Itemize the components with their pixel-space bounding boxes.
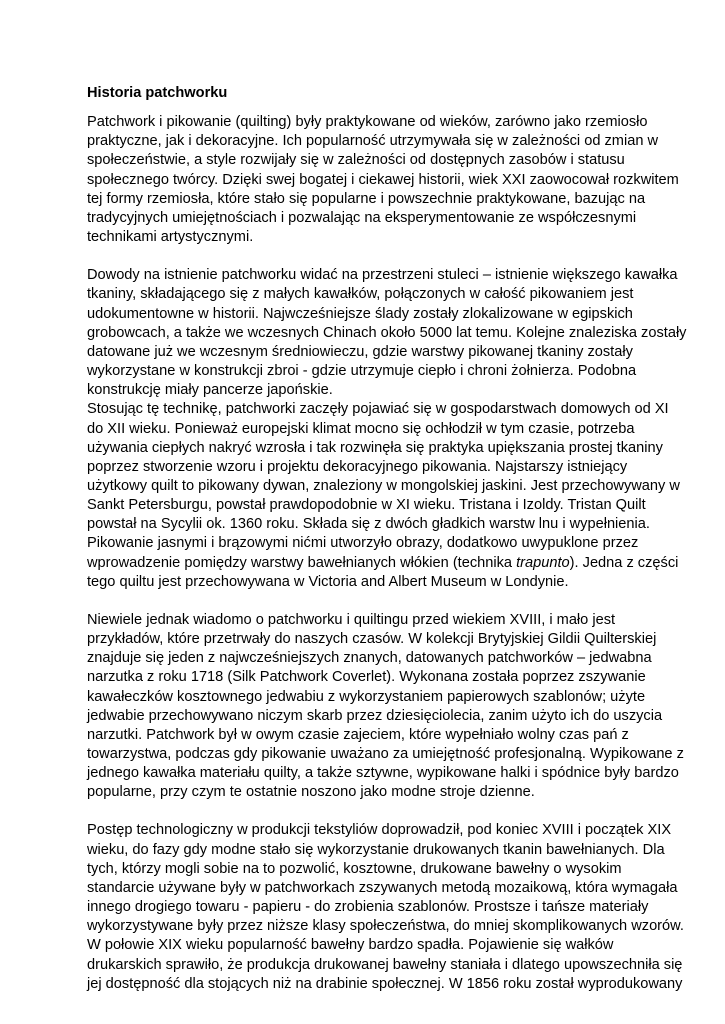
paragraph-3	[87, 611, 684, 803]
text-line: towarzystwa, podczas gdy pikowanie uważano za umiejętność profesjonalną. Wypikowane z	[87, 746, 684, 762]
text-line-mixed	[87, 554, 679, 573]
text-line: do XII wieku. Ponieważ europejski klimat mocno się ochłodził w tym czasie, potrzeba	[87, 420, 635, 437]
text-line: technikami artystycznymi.	[87, 229, 254, 246]
text-line: udokumentowne w historii. Najwcześniejsze ślady zostały zlokalizowane w egipskich	[87, 305, 633, 322]
text-line: używania ciepłych nakryć wzrosła i tak rozwinęła się praktyka upiększania prostej tkaniny	[87, 439, 663, 456]
text-line: społeczeństwie, a style rozwijały się w zależności od dostępnych zasobów i statusu	[87, 152, 625, 169]
text-line: tradycyjnych umiejętnościach i pozwalając na eksperymentowanie ze współczesnymi	[87, 209, 637, 226]
text-line: konstrukcję miały pancerze japońskie.	[87, 382, 333, 399]
text-line: przykładów, które przetrwały do naszych czasów. W kolekcji Brytyjskiej Gildii Quilterskiej	[87, 631, 657, 648]
text-line: tej formy rzemiosła, które stało się popularne i powszechnie praktykowane, bazując na	[87, 190, 646, 207]
text-segment: wprowadzenie pomiędzy warstwy bawełnianych włókien (technika	[87, 554, 517, 571]
italic-term: trapunto	[516, 554, 570, 571]
text-line: Pikowanie jasnymi i brązowymi nićmi utworzyło obrazy, dodatkowo uwypuklone przez	[87, 535, 639, 552]
text-line: wykorzystywane były przez niższe klasy społeczeństwa, do mniej skomplikowanych wzorów.	[87, 918, 684, 935]
paragraph-gap	[87, 247, 647, 266]
text-line: Patchwork i pikowanie (quilting) były praktykowane od wieków, zarówno jako rzemiosło	[87, 114, 648, 131]
text-line: innego drogiego towaru - papieru - do zrobienia szablonów. Prostsze i tańsze materiały	[87, 899, 649, 916]
text-line: wieku, do fazy gdy modne stało się wykorzystanie drukowanych tkanin bawełnianych. Dla	[87, 841, 665, 858]
text-line: popularne, przy czym te ostatnie noszono jako modne stroje dzienne.	[87, 784, 535, 801]
text-line: jednego kawałka materiału quilty, a także sztywne, wypikowane halki i spódnice były bardzo	[87, 765, 679, 782]
text-line: Niewiele jednak wiadomo o patchworku i quiltingu przed wiekiem XVIII, i mało jest	[87, 611, 616, 628]
text-line: grobowcach, a także we wczesnych Chinach około 5000 lat temu. Kolejne znaleziska zostały	[87, 324, 687, 341]
text-line: Postęp technologiczny w produkcji tekstyliów doprowadził, pod koniec XVIII i początek XIX	[87, 822, 672, 839]
paragraph-4	[87, 821, 684, 993]
text-line: jedwabie przechowywano niczym skarb przez dziesięciolecia, zanim użyto ich do uszycia	[87, 707, 663, 724]
text-line: drukarskich sprawiło, że produkcja drukowanej bawełny staniała i dlatego upowszechniła się	[87, 956, 683, 973]
text-line: wykorzystane w konstrukcji zbroi - gdzie utrzymuje ciepło i chroni żołnierza. Podobna	[87, 363, 637, 380]
document-body	[87, 84, 687, 994]
text-line: kawałeczków kosztownego jedwabiu z wykorzystaniem papierowych szablonów; użyte	[87, 688, 646, 705]
text-line: Dowody na istnienie patchworku widać na przestrzeni stuleci – istnienie większego kawałka	[87, 267, 678, 284]
text-line: społecznego twórcy. Dzięki swej bogatej i ciekawej historii, wiek XXI zaowocował rozkwitem	[87, 171, 679, 188]
text-line: narzutki. Patchwork był w owym czasie zajeciem, które wypełniało wolny czas pań z	[87, 726, 629, 743]
text-line: datowane już we wczesnym średniowieczu, gdzie warstwy pikowanej tkaniny zostały	[87, 343, 633, 360]
text-line: standarcie używane były w patchworkach zszywanych metodą mozaikową, która wymagała	[87, 879, 678, 896]
document-title: Historia patchworku	[87, 85, 228, 101]
text-line: narzutka z roku 1718 (Silk Patchwork Coverlet). Wykonana została poprzez zszywanie	[87, 669, 646, 686]
text-line: tkaniny, składającego się z małych kawałków, połączonych w całość pikowaniem jest	[87, 286, 634, 303]
text-line: Stosując tę technikę, patchworki zaczęły pojawiać się w gospodarstwach domowych od XI	[87, 401, 669, 418]
text-line: tego quiltu jest przechowywana w Victoria and Albert Museum w Londynie.	[87, 573, 569, 590]
text-line: użytkowy quilt to pikowany dywan, znaleziony w mongolskiej jaskini. Jest przechowywany w	[87, 477, 680, 494]
paragraph-gap	[87, 592, 647, 611]
text-line: W połowie XIX wieku popularność bawełny bardzo spadła. Pojawienie się wałków	[87, 937, 614, 954]
text-line: praktyczne, jak i dekoracyjne. Ich popularność utrzymywała się w zależności od zmian w	[87, 133, 659, 150]
text-line: tych, którzy mogli sobie na to pozwolić, kosztowne, drukowane bawełny o wysokim	[87, 860, 622, 877]
paragraph-1	[87, 113, 679, 247]
paragraph-2	[87, 266, 687, 592]
text-line: powstał na Sycylii ok. 1360 roku. Składa się z dwóch gładkich warstw lnu i wypełnienia.	[87, 516, 650, 533]
text-line: znajduje się jeden z najwcześniejszych znanych, datowanych patchworków – jedwabna	[87, 650, 652, 667]
text-segment: ). Jedna z części	[569, 554, 679, 571]
paragraph-gap	[87, 802, 647, 821]
text-line: poprzez stworzenie wzoru i projektu dekoracyjnego pikowania. Najstarszy istniejący	[87, 458, 628, 475]
text-line: Sankt Petersburgu, powstał prawdopodobnie w XI wieku. Tristana i Izoldy. Tristan Quilt	[87, 497, 646, 514]
text-line: jej dostępność dla stojących niż na drabinie społecznej. W 1856 roku został wyprodukowany	[87, 975, 683, 992]
